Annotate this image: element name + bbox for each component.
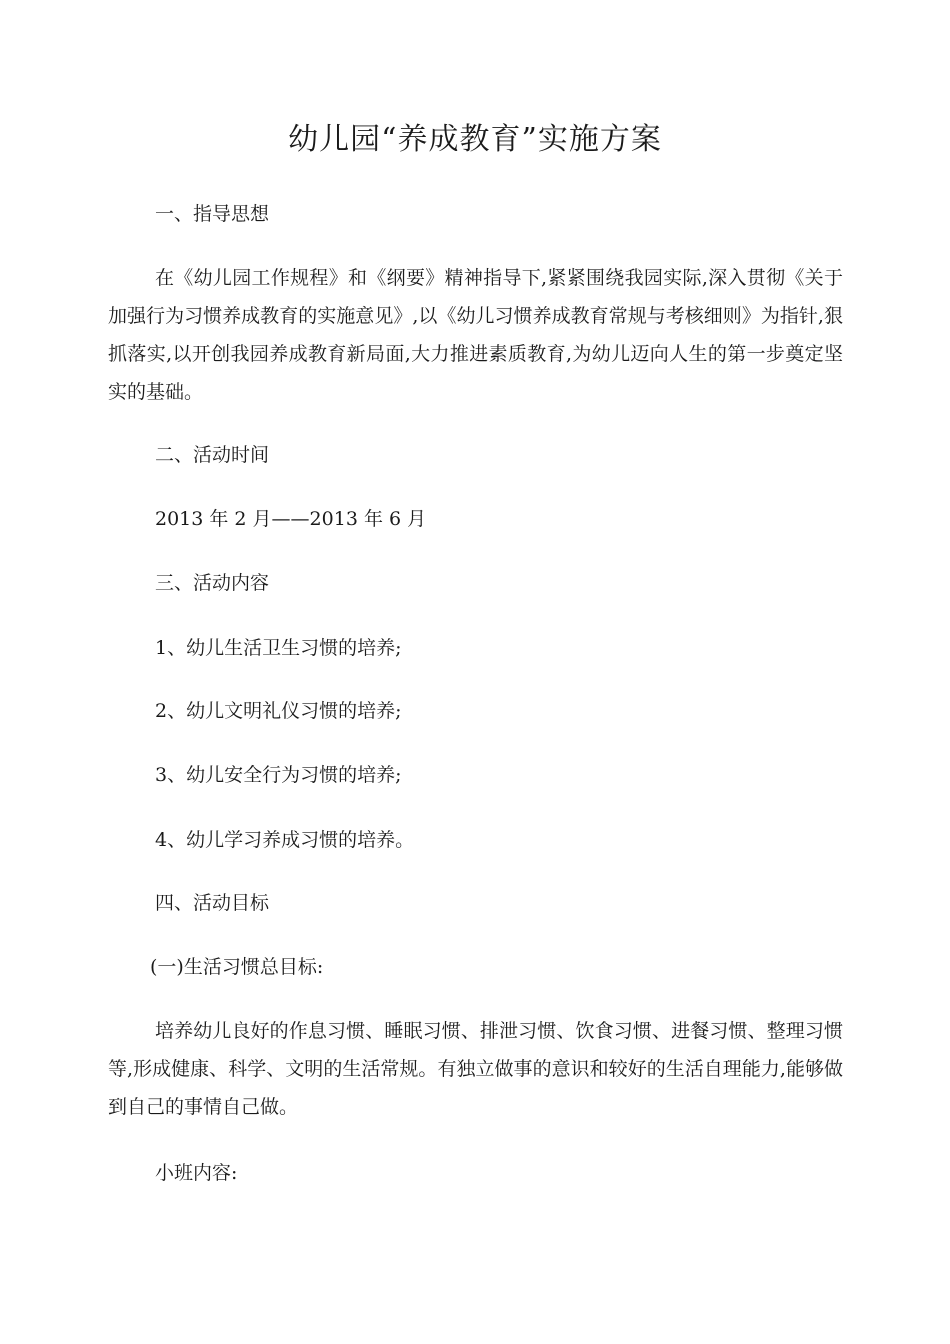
subheading-life-habits: (一)生活习惯总目标: — [150, 956, 324, 978]
section-heading-activity-goals: 四、活动目标 — [155, 892, 270, 914]
activity-period: 2013 年 2 月——2013 年 6 月 — [155, 508, 427, 530]
document-title: 幼儿园“养成教育”实施方案 — [288, 122, 662, 157]
section-body-guiding-ideology: 在《幼儿园工作规程》和《纲要》精神指导下,紧紧围绕我园实际,深入贯彻《关于加强行为习惯养成教育的实施意见》,以《幼儿习惯养成教育常规与考核细则》为指针,狠抓落实,以开创我园养成教育新局面,大力推进素质教育,为幼儿迈向人生的第一步奠定坚实的基础。 — [108, 267, 843, 403]
section-body-life-habits: 培养幼儿良好的作息习惯、睡眠习惯、排泄习惯、饮食习惯、进餐习惯、整理习惯等,形成健康、科学、文明的生活常规。有独立做事的意识和较好的生活自理能力,能够做到自己的事情自己做。 — [108, 1020, 843, 1118]
section-heading-guiding-ideology: 一、指导思想 — [155, 203, 270, 225]
section-heading-activity-content: 三、活动内容 — [155, 572, 270, 594]
content-item-1: 1、幼儿生活卫生习惯的培养; — [155, 637, 402, 659]
section-heading-activity-time: 二、活动时间 — [155, 444, 270, 466]
content-item-3: 3、幼儿安全行为习惯的培养; — [155, 764, 402, 786]
small-class-heading: 小班内容: — [155, 1162, 238, 1184]
content-item-4: 4、幼儿学习养成习惯的培养。 — [155, 829, 415, 851]
content-item-2: 2、幼儿文明礼仪习惯的培养; — [155, 700, 402, 722]
